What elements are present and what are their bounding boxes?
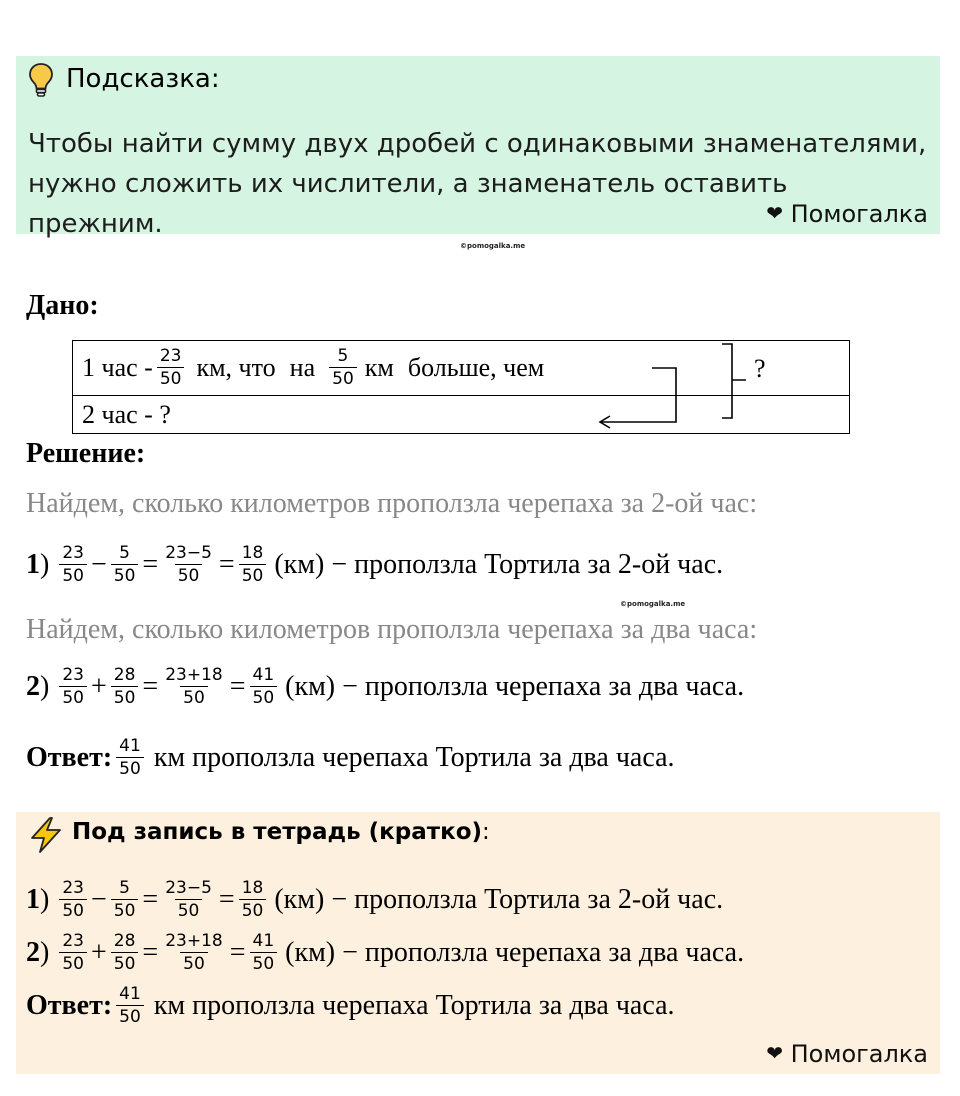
fraction: $\frac{23}{50}$ xyxy=(157,346,185,389)
heart-icon: ❤ xyxy=(766,201,783,225)
hint-title: Подсказка: xyxy=(66,64,220,94)
fraction: $\frac{23}{50}$ xyxy=(59,665,87,708)
brand-label xyxy=(766,1040,928,1068)
solution-heading: Решение: xyxy=(26,438,146,469)
notes-step2: 2 ) $\frac{23}{50}$ + $\frac{28}{50}$ = $\frac{23+18}{50}$ = $\frac{41}{50}$ (км) − проползла черепаха за два часа. xyxy=(26,931,745,974)
fraction: $\frac{23+18}{50}$ xyxy=(165,931,223,974)
brand-label xyxy=(766,200,928,228)
row1-mid2: на xyxy=(289,352,316,382)
fraction: $\frac{18}{50}$ xyxy=(239,878,267,921)
fraction: $\frac{28}{50}$ xyxy=(111,931,139,974)
fraction: $\frac{23-5}{50}$ xyxy=(165,878,212,921)
step-text: (км) − проползла Тортила за 2-ой час. xyxy=(274,548,724,580)
given-question: ? xyxy=(754,354,766,383)
hint-line: Чтобы найти сумму двух дробей с одинаковыми знаменателями, xyxy=(28,129,927,159)
fraction: $\frac{23-5}{50}$ xyxy=(165,543,212,586)
fraction: $\frac{23}{50}$ xyxy=(59,543,87,586)
step2-intro: Найдем, сколько километров проползла черепаха за два часа: xyxy=(26,614,758,645)
step1-formula: 1 ) $\frac{23}{50}$ − $\frac{5}{50}$ = $\frac{23-5}{50}$ = $\frac{18}{50}$ (км) − проползла Тортила за 2-ой час. xyxy=(26,543,724,586)
row1-suffix1: км xyxy=(364,352,394,382)
step1-intro: Найдем, сколько километров проползла черепаха за 2-ой час: xyxy=(26,488,758,519)
notes-step1: 1 ) $\frac{23}{50}$ − $\frac{5}{50}$ = $\frac{23-5}{50}$ = $\frac{18}{50}$ (км) − проползла Тортила за 2-ой час. xyxy=(26,878,724,921)
fraction: $\frac{41}{50}$ xyxy=(116,984,144,1027)
brand-name: Помогалка xyxy=(790,200,928,228)
given-row-1 xyxy=(82,346,544,389)
step-label: 2 xyxy=(26,670,40,702)
lightning-icon xyxy=(28,816,64,854)
fraction: $\frac{41}{50}$ xyxy=(116,736,144,779)
answer-text: км проползла черепаха Тортила за два часа. xyxy=(153,741,675,773)
fraction: $\frac{23}{50}$ xyxy=(59,931,87,974)
given-heading: Дано: xyxy=(26,290,99,321)
answer-label: Ответ: xyxy=(26,741,113,773)
step2-formula: 2 ) $\frac{23}{50}$ + $\frac{28}{50}$ = $\frac{23+18}{50}$ = $\frac{41}{50}$ (км) − проползла черепаха за два часа. xyxy=(26,665,745,708)
brace-icon xyxy=(718,340,754,424)
fraction: $\frac{41}{50}$ xyxy=(250,665,278,708)
step-text: (км) − проползла черепаха за два часа. xyxy=(285,670,745,702)
hint-line: нужно сложить их числители, а знаменатель оставить прежним. xyxy=(28,169,788,239)
notes-title: Под запись в тетрадь (кратко): xyxy=(72,819,490,845)
row1-mid1: км, что xyxy=(196,352,276,382)
lightbulb-icon xyxy=(28,62,54,98)
fraction: $\frac{5}{50}$ xyxy=(111,878,139,921)
brand-name: Помогалка xyxy=(790,1040,928,1068)
heart-icon: ❤ xyxy=(766,1041,783,1065)
given-row-2: 2 час - ? xyxy=(82,400,171,429)
row1-prefix: 1 час - xyxy=(82,352,153,382)
step-label: 1 xyxy=(26,548,40,580)
answer-line xyxy=(26,736,675,779)
watermark: ©pomogalka.me xyxy=(460,242,526,250)
arrow-icon xyxy=(590,340,690,434)
fraction: $\frac{5}{50}$ xyxy=(111,543,139,586)
fraction: $\frac{18}{50}$ xyxy=(239,543,267,586)
fraction: $\frac{28}{50}$ xyxy=(111,665,139,708)
notes-answer: Ответ: $\frac{41}{50}$ км проползла черепаха Тортила за два часа. xyxy=(26,984,675,1027)
fraction: $\frac{23+18}{50}$ xyxy=(165,665,223,708)
fraction: $\frac{41}{50}$ xyxy=(250,931,278,974)
watermark: ©pomogalka.me xyxy=(620,600,686,608)
fraction: $\frac{23}{50}$ xyxy=(59,878,87,921)
fraction: $\frac{5}{50}$ xyxy=(329,346,357,389)
row1-suffix2: больше, чем xyxy=(407,352,545,382)
